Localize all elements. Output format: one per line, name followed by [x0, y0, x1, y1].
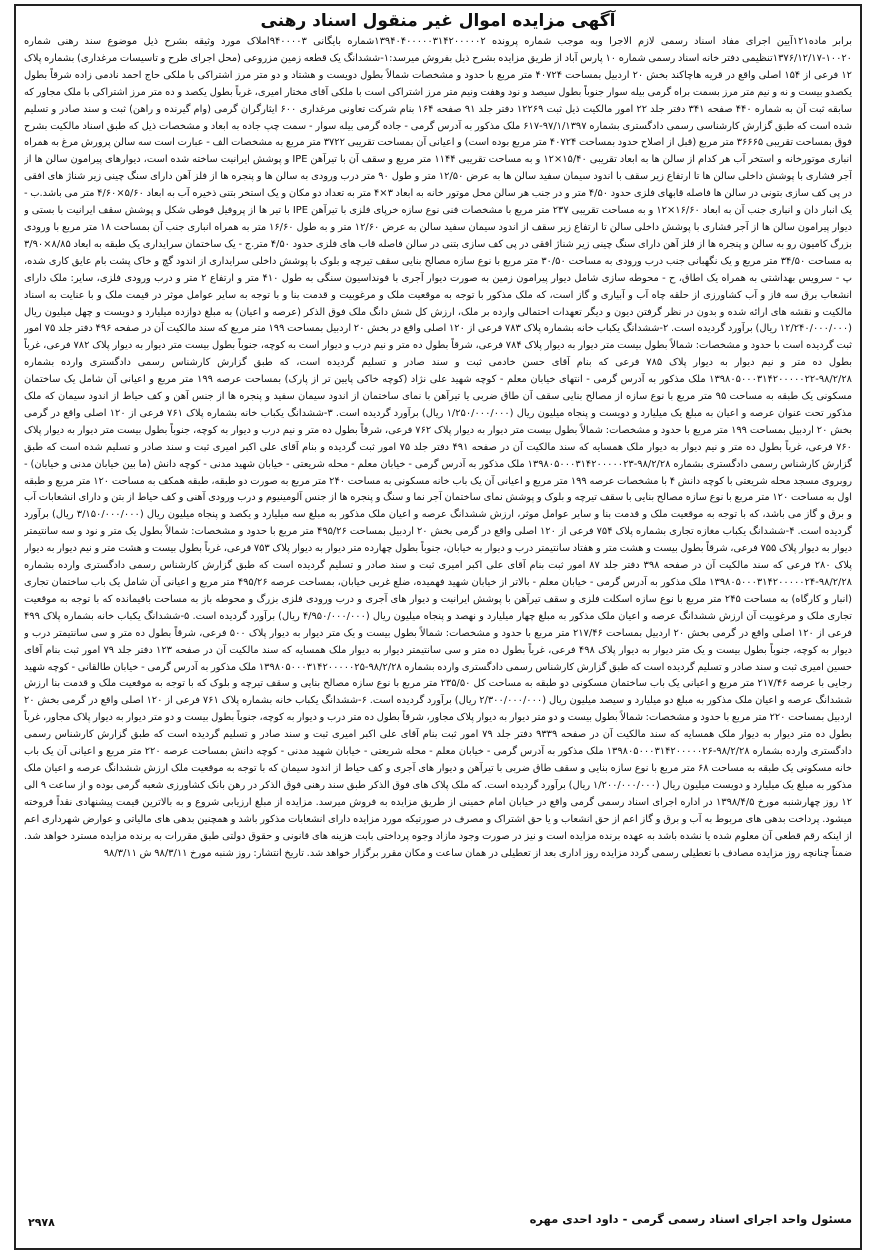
notice-paragraph: برابر ماده۱۲۱آیین اجرای مفاد اسناد رسمی لازم الاجرا وبه موجب شماره پرونده ۱۳۹۴۰۴۰۰۰۰۰۳۱۴۲۰۰۰۰۰۲شماره بایگانی ۹۴۰۰۰۰۳املاک مورد وثیقه بشرح ذیل موضوع سند رهنی شماره ۱۰۰۲۰-۱۳۷۶/۱۲/۱۷تنظیمی دفتر خانه اسناد رسمی شماره ۱۰ پارس آباد از طریق مزایده بشرح ذیل بفروش میرسد:۱-ششدانگ یک قطعه زمین مزروعی (محل اجرای طرح و تاسیسات مرغداری) بشماره پلاک ۱۲ فرعی از ۱۵۴ اصلی واقع در قریه هاچاکند بخش ۲۰ اردبیل بمساحت ۴۰۷۲۴ متر مربع با حدود و مشخصات شمالاً بطول دویست و هشتاد و دو متر مرز اشتراکی با ملکی حاج احمد نادمی زاده شرقاً بطول یکصدو بیست و نه و نیم متر مرز بسمت براه گرمی بیله سوار جنوباً بطول سیصد و نود وهفت ونیم متر مرز اشتراکی است با ملکی آقای مختار امیری، غرباً بطول یکصد و ده متر مرز اشتراکی با ملک مجاور که سابقه ثبت آن به شماره ۴۴۰ صفحه ۳۴۱ دفتر جلد ۲۲ امور مالکیت ذیل ثبت ۱۲۲۶۹ دفتر جلد ۹۱ صفحه ۱۶۴ بنام شرکت تعاونی مرغداری ۶۰۰ ایثارگران گرمی (وام گیرنده و راهن) ثبت و سند صادر و تسلیم شده است که طبق گزارش کارشناسی رسمی دادگستری بشماره ۹۷/۱/۱۳۹۷-۶۱۷ ملک مذکور به آدرس گرمی - جاده گرمی بیله سوار - سمت چپ جاده به ابعاد و مشخصات ذیل که طبق اسناد مالکیت بشرح فوق بمساحت تقریبی ۳۶۶۶۵ متر مربع (قبل از اصلاح حدود بمساحت ۴۰۷۲۴ متر مربع بوده است) و اعیانی آن بمساحت تقریبی ۳۷۲۲ متر مربع به مشخصات الف - عبارت است سه سالن پرورش مرغ به همراه انباری موتورخانه و استخر آب هر کدام از سالن ها به ابعاد تقریبی ۱۵/۴۰×۱۲ و به مساحت تقریبی ۱۱۴۴ متر مربع و سقف آن با تیرآهن IPE و پوشش ایرانیت ساخته شده است، دیوارهای پیرامون سالن ها از آجر فشاری با پوشش داخلی سالن ها تا ارتفاع زیر سقف با اندود سیمان سفید سالن ها به عرض ۱۲/۵۰ متر و طول ۹۰ متر درب ورودی به سالن ها و پنجره ها از فلز آهن دارای سنگ چینی زیر شناژ های افقی در پی کف سازی بتونی در سالن ها فاصله قابهای فلزی حدود ۴/۵۰ متر و در جنب هر سالن محل موتور خانه به ابعاد ۳×۴ متر به تعداد دو مکان و یک استخر بتنی ذخیره آب به ابعاد ۵/۶۰×۴/۶۰ متر می باشد.ب - یک انبار دان و انباری جنب آن به ابعاد ۱۶/۶۰×۱۲ و به مساحت تقریبی ۲۳۷ متر مربع با مشخصات فنی نوع سازه خرپای فلزی با تیرآهن IPE با تیر ها از پروفیل قوطی شکل و پوشش سقف ایرانیت با بستی و دیوار پیرامون سالن ها از آجر فشاری با پوشش داخلی سالن تا ارتفاع زیر سقف از اندود سیمان سفید سالن به عرض ۱۲/۶۰ متر و به طول ۱۶/۶۰ متر به همراه انباری جنب آن بمساحت ۱۸ متر مربع با ورودی بزرگ کامیون رو به سالن و پنجره ها از فلز آهن دارای سنگ چینی زیر شناژ افقی در پی کف سازی بتنی در سالن فاصله قاب های فلزی حدود ۴/۵۰ متر.ج - یک ساختمان سرایداری یک طبقه به ابعاد ۸/۸۵×۳/۹۰ به مساحت ۳۴/۵۰ متر مربع و یک نگهبانی جنب درب ورودی به مساحت ۳۰/۵۰ متر مربع با نوع سازه مصالح بنایی سقف تیرچه و بلوک با پوشش داخلی سرایداری از اندود گچ و خاک پشت بام عایق کاری شده، پ - سرویس بهداشتی به همراه یک اطاق، ح - محوطه سازی شامل دیوار پیرامون زمین به صورت دیوار آجری با فونداسیون سنگی به طول ۴۱۰ متر و ارتفاع ۲ متر و درب ورودی فلزی، سایر: ملک دارای انشعاب برق سه فاز و آب کشاورزی از حلقه چاه آب و آبیاری و گاز است، که ملک مذکور با توجه به موقعیت ملک و مرغوبیت و قدمت بنا و با توجه به سایر عوامل موثر در قیمت ملک و با عنایت به اسناد مالکیت و نقشه های ارائه شده و بدون در نظر گرفتن دیون و دیگر تعهدات احتمالی وارده بر ملک، ارزش کل شش دانگ ملک فوق الذکر (عرصه و اعیان) به مبلغ دوازده میلیارد و دویست و چهل میلیون ریال (۱۲/۲۴۰/۰۰۰/۰۰۰ ریال) برآورد گردیده است. ۲-ششدانگ یکباب خانه بشماره پلاک ۷۸۳ فرعی از ۱۲۰ اصلی واقع در بخش ۲۰ اردبیل بمساحت ۱۹۹ متر مربع که سند مالکیت آن در صفحه ۴۹۶ دفتر جلد ۷۵ امور ثبت گردیده است با حدود و مشخصات: شمالاً بطول بیست متر دیوار به دیوار پلاک ۷۸۴ فرعی، شرقاً بطول ده متر و نیم درب و دیوار است به کوچه، جنوباً بطول بیست متر دیوار به دیوار پلاک ۷۸۲ فرعی، غرباً بطول ده متر و نیم دیوار به دیوار پلاک ۷۸۵ فرعی که بنام آقای حسن خادمی ثبت و سند صادر و تسلیم گردیده است، که طبق گزارش کارشناس رسمی دادگستری وارده بشماره ۹۸/۲/۲۸-۱۳۹۸۰۵۰۰۰۳۱۴۲۰۰۰۰۰۲۲ ملک مذکور به آدرس گرمی - انتهای خیابان معلم - کوچه شهید علی نژاد (کوچه خاکی پایین تر از پارک) بمساحت عرصه ۱۹۹ متر مربع و اعیانی آن شامل یک ساختمان مسکونی یک طبقه به مساحت ۹۵ متر مربع با نوع سازه از مصالح بنایی سقف آن طاق ضربی یا تیرآهن با نمای ساختمان از اندود سیمان سفید و پنجره ها از جنس آهن و کف حیاط از اندود سیمان که ملک مذکور تحت عنوان عرصه و اعیان به مبلغ یک میلیارد و دویست و پنجاه میلیون ریال (۱/۲۵۰/۰۰۰/۰۰۰ ریال) برآورد گردیده است. ۳-ششدانگ یکباب خانه بشماره پلاک ۷۶۱ فرعی از ۱۲۰ اصلی واقع در گرمی بخش ۲۰ اردبیل بمساحت ۱۹۹ متر مربع با حدود و مشخصات: شمالاً بطول بیست متر دیوار به دیوار پلاک ۷۶۲ فرعی، شرقاً بطول ده متر و نیم درب و دیوار به کوچه، جنوباً بطول بیست متر دیوار به دیوار پلاک ۷۶۰ فرعی، غرباً بطول ده متر و نیم دیوار به دیوار ملک همسایه که سند مالکیت آن در صفحه ۴۹۱ دفتر جلد ۷۵ امور ثبت گردیده و بنام آقای علی اکبر امیری ثبت و سند صادر و تسلیم شده است که طبق گزارش کارشناس رسمی دادگستری بشماره ۹۸/۲/۲۸-۱۳۹۸۰۵۰۰۰۳۱۴۲۰۰۰۰۰۲۳ ملک مذکور به آدرس گرمی - خیابان معلم - محله شریعتی - خیابان شهید مدنی - کوچه دانش (ما بین خیابان مدنی و خیابان) - روبروی مسجد محله شریعتی با کوچه دانش ۴ با مشخصات عرصه ۱۹۹ متر مربع و اعیانی آن یک باب خانه مسکونی به مساحت ۲۴۰ متر مربع به صورت دو طبقه، طبقه همکف به مساحت ۱۲۰ متر مربع و طبقه اول به مساحت ۱۲۰ متر مربع با نوع سازه مصالح بنایی با سقف تیرچه و بلوک و پوشش نمای ساختمان آجر نما و سنگ و پنجره ها از جنس آلومینیوم و درب ورودی آهنی و کف حیاط از بتن و دارای انشعابات آب و برق و گاز می باشد، که با توجه به موقعیت ملک و قدمت بنا و سایر عوامل موثر، ارزش ششدانگ عرصه و اعیان ملک مذکور به مبلغ سه میلیارد و یکصد و پنجاه میلیون ریال (۳/۱۵۰/۰۰۰/۰۰۰ ریال) برآورد گردیده است. ۴-ششدانگ یکباب مغازه تجاری بشماره پلاک ۷۵۴ فرعی از ۱۲۰ اصلی واقع در گرمی بخش ۲۰ اردبیل بمساحت ۴۹۵/۲۶ متر مربع با حدود و مشخصات: شمالاً بطول یک متر و نود و سه سانتیمتر دیوار به دیوار پلاک ۷۵۵ فرعی، شرقاً بطول بیست و هشت متر و هفتاد سانتیمتر درب و دیوار به خیابان، جنوباً بطول چهارده متر دیوار به دیوار پلاک ۷۵۳ فرعی، غرباً بطول بیست و هشت متر و نیم دیوار به دیوار پلاک ۲۸۰ فرعی که سند مالکیت آن در صفحه ۳۹۸ دفتر جلد ۸۷ امور ثبت بنام آقای علی اکبر امیری ثبت و سند صادر و تسلیم گردیده است که طبق گزارش کارشناس رسمی دادگستری وارده بشماره ۹۸/۲/۲۸-۱۳۹۸۰۵۰۰۰۳۱۴۲۰۰۰۰۰۲۴ ملک مذکور به آدرس گرمی - خیابان معلم - بالاتر از خیابان شهید فهمیده، ضلع غربی خیابان، بمساحت عرصه ۴۹۵/۲۶ متر مربع و اعیانی آن شامل یک باب ساختمان تجاری (انبار و کارگاه) به مساحت ۲۴۵ متر مربع با نوع سازه اسکلت فلزی و سقف تیرآهن با پوشش ایرانیت و دیوار های آجری و درب ورودی فلزی بزرگ و محوطه باز به مساحت باقیمانده که با توجه به موقعیت تجاری ملک و مرغوبیت آن ارزش ششدانگ عرصه و اعیان ملک مذکور به مبلغ چهار میلیارد و نهصد و پنجاه میلیون ریال (۴/۹۵۰/۰۰۰/۰۰۰ ریال) برآورد گردیده است. ۵-ششدانگ یکباب خانه بشماره پلاک ۴۹۹ فرعی از ۱۲۰ اصلی واقع در گرمی بخش ۲۰ اردبیل بمساحت ۲۱۷/۴۶ متر مربع با حدود و مشخصات: شمالاً بطول بیست و یک متر دیوار به دیوار پلاک ۵۰۰ فرعی، شرقاً بطول ده متر و سی سانتیمتر درب و دیوار به کوچه، جنوباً بطول بیست و یک متر دیوار به دیوار پلاک ۴۹۸ فرعی، غرباً بطول ده متر و سی سانتیمتر دیوار به دیوار ملک همسایه که سند مالکیت آن در صفحه ۱۲۳ دفتر جلد ۷۹ امور ثبت بنام آقای حسین امیری ثبت و سند صادر و تسلیم گردیده است که طبق گزارش کارشناس رسمی دادگستری وارده بشماره ۹۸/۲/۲۸-۱۳۹۸۰۵۰۰۰۳۱۴۲۰۰۰۰۰۲۵ ملک مذکور به آدرس گرمی - خیابان طالقانی - کوچه شهید رجایی با عرصه ۲۱۷/۴۶ متر مربع و اعیانی یک باب ساختمان مسکونی دو طبقه به مساحت کل ۲۳۵/۵۰ متر مربع با نوع سازه مصالح بنایی و سقف تیرچه و بلوک که با توجه به موقعیت ملک و قدمت بنا ارزش ششدانگ عرصه و اعیان ملک مذکور به مبلغ دو میلیارد و سیصد میلیون ریال (۲/۳۰۰/۰۰۰/۰۰۰ ریال) برآورد گردیده است. ۶-ششدانگ یکباب خانه بشماره پلاک ۷۶۱ فرعی از ۱۲۰ اصلی واقع در گرمی بخش ۲۰ اردبیل بمساحت ۲۲۰ متر مربع با حدود و مشخصات: شمالاً بطول بیست و دو متر دیوار به دیوار پلاک مجاور، شرقاً بطول ده متر درب و دیوار به کوچه، جنوباً بطول بیست و دو متر دیوار به دیوار پلاک مجاور، غرباً بطول ده متر دیوار به دیوار ملک همسایه که سند مالکیت آن در صفحه ۹۳۳۹ دفتر جلد ۷۹ امور ثبت بنام آقای علی اکبر امیری ثبت و سند صادر و تسلیم گردیده است که طبق گزارش کارشناس رسمی دادگستری وارده بشماره ۹۸/۲/۲۸-۱۳۹۸۰۵۰۰۰۳۱۴۲۰۰۰۰۰۲۶ ملک مذکور به آدرس گرمی - خیابان معلم - محله شریعتی - خیابان شهید مدنی - کوچه دانش بمساحت عرصه ۲۲۰ متر مربع و اعیانی آن یک باب خانه مسکونی یک طبقه به مساحت ۶۸ متر مربع با نوع سازه بنایی و سقف طاق ضربی با تیرآهن و دیوار های آجری و کف حیاط از اندود سیمان که با توجه به موقعیت ملک ارزش ششدانگ عرصه و اعیان ملک مذکور به مبلغ یک میلیارد و دویست میلیون ریال (۱/۲۰۰/۰۰۰/۰۰۰ ریال) برآورد گردیده است. که ملک پلاک های فوق الذکر طبق سند رهنی فوق الذکر در رهن بانک کشاورزی شعبه گرمی بوده و از ساعت ۹ الی ۱۲ روز چهارشنبه مورخ ۱۳۹۸/۴/۵ در اداره اجرای اسناد رسمی گرمی واقع در خیابان امام خمینی از طریق مزایده به فروش میرسد. مزایده از مبلغ ارزیابی شروع و به بالاترین قیمت پیشنهادی نقداً فروخته میشود. پرداخت بدهی های مربوط به آب و برق و گاز اعم از حق انشعاب و یا حق اشتراک و مصرف در صورتیکه مورد مزایده دارای انشعابات مذکور باشد و همچنین بدهی های مالیاتی و عوارض شهرداری اعم از اینکه رقم قطعی آن معلوم شده یا نشده باشد به عهده برنده مزایده است و نیز در صورت وجود مازاد وجوه پرداختی بابت هزینه های قانونی و حقوق دولتی طبق مقررات به برنده مزایده مسترد خواهد شد. ضمناً چنانچه روز مزایده مصادف با تعطیلی رسمی گردد مزایده روز اداری بعد از تعطیلی در همان ساعت و مکان مقرر برگزار خواهد شد. تاریخ انتشار: روز شنبه مورخ ۹۸/۳/۱۱ ش ۹۸/۳/۱۱ — [24, 36, 852, 859]
notice-body — [24, 34, 852, 1208]
auction-notice — [14, 4, 862, 1250]
notice-code: ۲۹۷۸ — [28, 1216, 55, 1229]
notice-footer — [24, 1212, 852, 1244]
notice-title: آگهی مزایده اموال غیر منقول اسناد رهنی — [260, 11, 616, 31]
office-signature: مسئول واحد اجرای اسناد رسمی گرمی - داود احدی مهره — [529, 1212, 852, 1226]
